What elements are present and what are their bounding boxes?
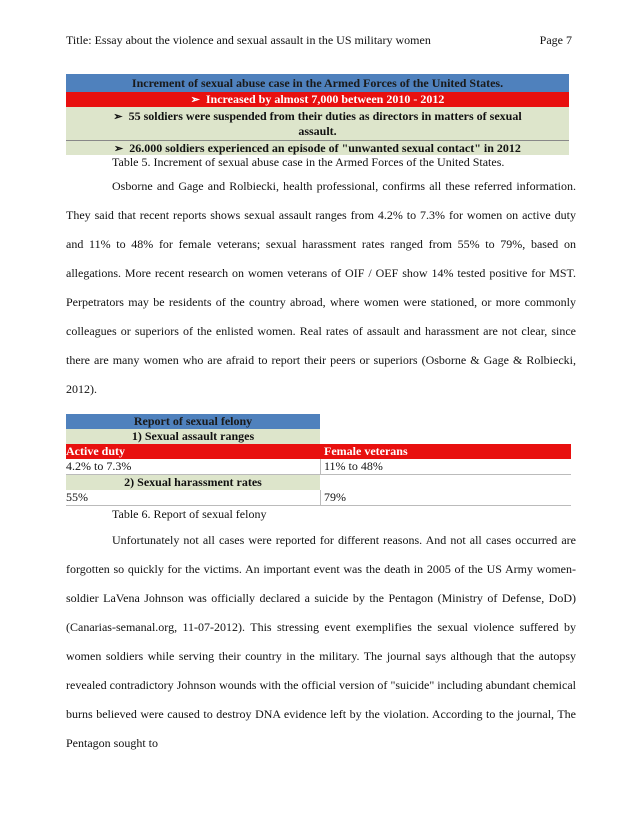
page-header	[66, 33, 572, 48]
table5-bullet1: Increased by almost 7,000 between 2010 - 2012	[205, 92, 445, 106]
paragraph-lavena-johnson	[66, 526, 576, 826]
assault-veterans-value: 11% to 48%	[324, 459, 383, 473]
table6-section-harassment: 2) Sexual harassment rates	[66, 475, 320, 490]
table-sexual-felony-report	[66, 414, 571, 506]
paragraph-text: Unfortunately not all cases were reported for different reasons. And not all cases occurred are forgotten so quickly for the victims. An important event was the death in 2005 of the US Army women-soldier LaVena Johnson was officially declared a suicide by the Pentagon (Ministry of Defense, DoD) (Canarias-semanal.org, 11-07-2012). This stressing event exemplifies the sexual violence suffered by women soldiers while serving their country in the military. The journal says although that the autopsy revealed contradictory Johnson wounds with the official version of "suicide" including abundant chemical burns believed were caused to destroy DNA evidence left by the violation. According to the journal, The Pentagon sought to	[66, 533, 576, 750]
table5-row-suspended	[66, 107, 569, 140]
table5-caption: Table 5. Increment of sexual abuse case in the Armed Forces of the United States.	[112, 155, 505, 169]
table-row	[66, 490, 571, 506]
table5-bullet2: 55 soldiers were suspended from their duties as directors in matters of sexual assault.	[128, 109, 522, 138]
table-sexual-abuse-increment	[66, 74, 569, 155]
harassment-veterans-value: 79%	[324, 490, 346, 504]
column-female-veterans: Female veterans	[324, 444, 408, 458]
table5-row-increase	[66, 92, 569, 107]
column-active-duty: Active duty	[66, 444, 125, 458]
table6-caption: Table 6. Report of sexual felony	[112, 507, 267, 521]
table5-row-unwanted-contact	[66, 140, 569, 155]
table-row	[66, 459, 571, 475]
arrow-bullet-icon: ➢	[114, 143, 124, 155]
paragraph-text: Osborne and Gage and Rolbiecki, health professional, confirms all these referred information. They said that recent reports shows sexual assault ranges from 4.2% to 7.3% for women on active duty and 11% to 48% for female veterans; sexual harassment rates ranged from 55% to 79%, based on allegations. More recent research on women veterans of OIF / OEF show 14% tested positive for MST. Perpetrators may be residents of the country abroad, where women were stationed, or more commonly colleagues or superiors of the enlisted women. Real rates of assault and harassment are not clear, since there are many women who are afraid to report their peers or superiors (Osborne & Gage & Rolbiecki, 2012).	[66, 179, 576, 396]
table6-heading: Report of sexual felony	[66, 414, 320, 429]
harassment-active-value: 55%	[66, 490, 88, 504]
table6-column-headers	[66, 444, 571, 459]
document-title: Title: Essay about the violence and sexual assault in the US military women	[66, 33, 431, 47]
page-number: Page 7	[539, 33, 572, 47]
assault-active-value: 4.2% to 7.3%	[66, 459, 132, 473]
arrow-bullet-icon: ➢	[190, 94, 200, 106]
table6-section-assault: 1) Sexual assault ranges	[66, 429, 320, 444]
table5-bullet3: 26.000 soldiers experienced an episode of "unwanted sexual contact" in 2012	[129, 141, 521, 155]
arrow-bullet-icon: ➢	[113, 111, 123, 123]
table5-heading: Increment of sexual abuse case in the Armed Forces of the United States.	[66, 74, 569, 92]
paragraph-osborne	[66, 172, 576, 404]
